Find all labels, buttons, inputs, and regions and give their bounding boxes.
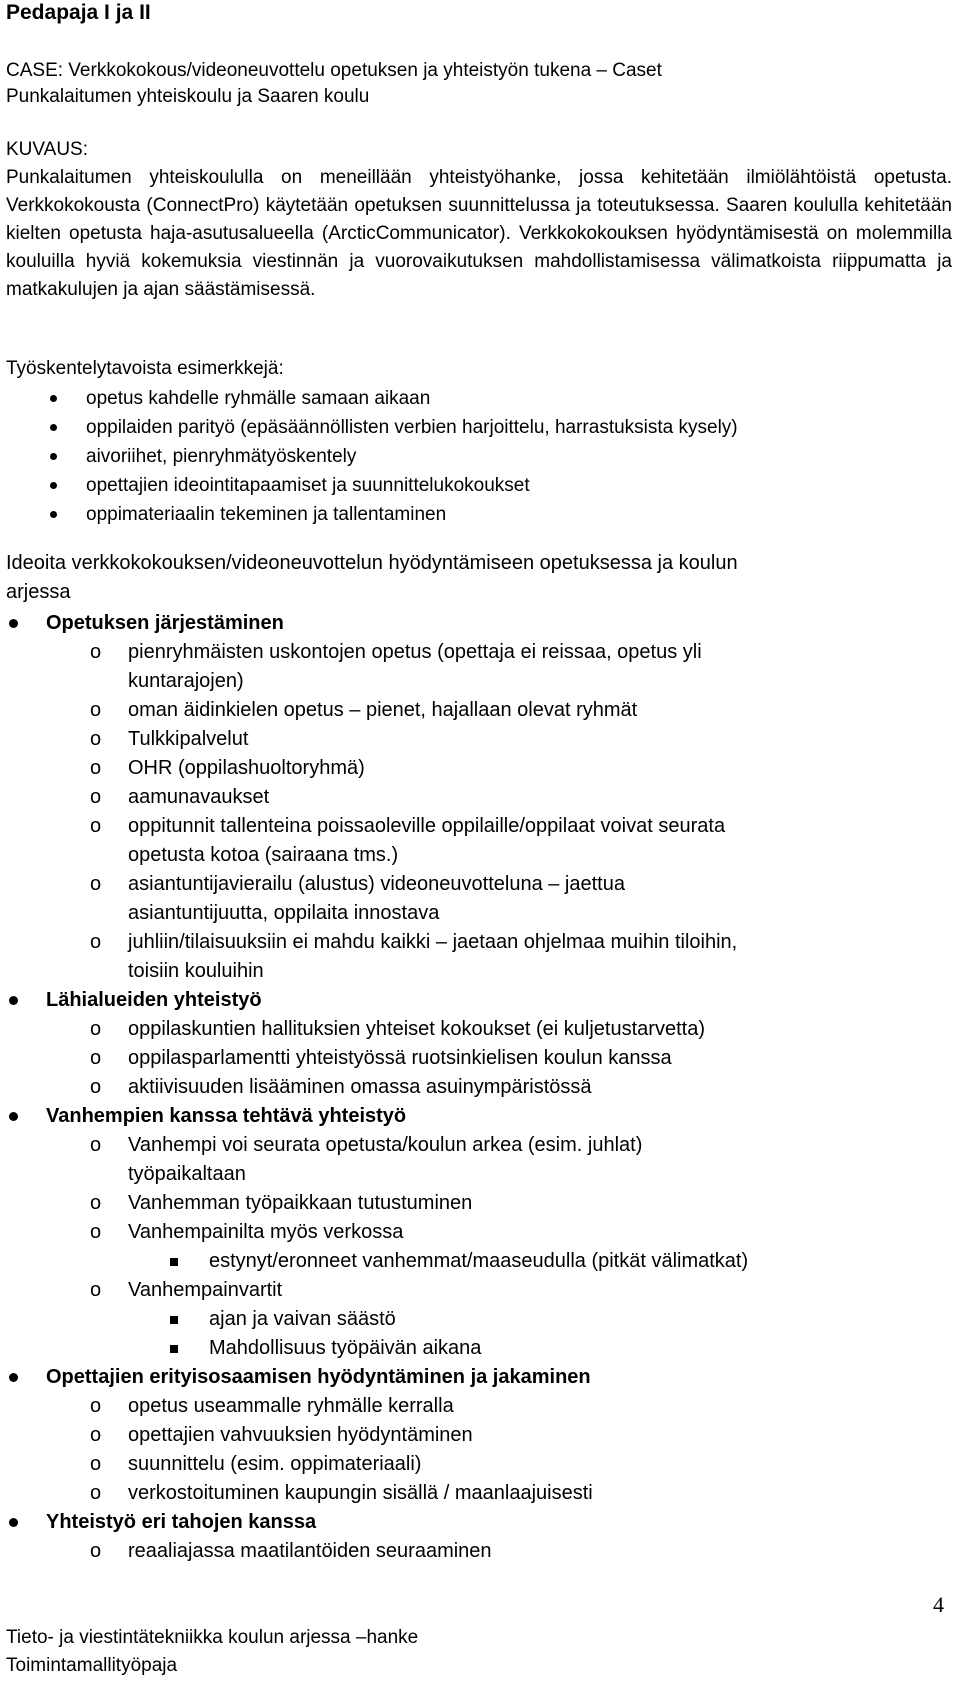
section-title: Lähialueiden yhteistyö <box>46 989 262 1011</box>
sub-list-item <box>6 1305 956 1334</box>
list-item-line: suunnittelu (esim. oppimateriaali) <box>128 1453 422 1475</box>
circle-bullet-icon: o <box>90 728 102 750</box>
sub-list-item <box>6 1247 956 1276</box>
list-item <box>6 1392 956 1421</box>
list-item-line: työpaikaltaan <box>128 1163 246 1185</box>
list-item <box>6 638 956 696</box>
list-item <box>6 384 946 413</box>
list-item-line: Vanhempainilta myös verkossa <box>128 1221 404 1243</box>
circle-bullet-icon: o <box>90 1018 102 1040</box>
work-methods-heading: Työskentelytavoista esimerkkejä: <box>6 358 284 379</box>
bullet-icon <box>50 453 57 460</box>
list-item-line: opetusta kotoa (sairaana tms.) <box>128 844 399 866</box>
work-methods-section <box>6 356 946 529</box>
circle-bullet-icon: o <box>90 1047 102 1069</box>
circle-bullet-icon: o <box>90 786 102 808</box>
bullet-icon <box>50 482 57 489</box>
list-item <box>6 1450 956 1479</box>
bullet-icon <box>50 511 57 518</box>
section-heading <box>6 986 956 1015</box>
list-item <box>6 1073 956 1102</box>
list-item <box>6 783 956 812</box>
bullet-icon <box>50 395 57 402</box>
list-item-text: oppilaiden parityö (epäsäännöllisten verbien harjoittelu, harrastuksista kysely) <box>86 417 738 438</box>
square-bullet-icon <box>170 1316 178 1324</box>
sub-list-item-text: estynyt/eronneet vanhemmat/maaseudulla (pitkät välimatkat) <box>209 1250 749 1272</box>
ideas-list <box>6 609 956 1566</box>
section-title: Yhteistyö eri tahojen kanssa <box>46 1511 317 1533</box>
circle-bullet-icon: o <box>90 1453 102 1475</box>
list-item-line: toisiin kouluihin <box>128 960 264 982</box>
section-heading <box>6 609 956 638</box>
case-line: CASE: Verkkokokous/videoneuvottelu opetuksen ja yhteistyön tukena – Caset <box>6 60 662 81</box>
bullet-icon <box>9 996 18 1005</box>
ideas-heading-line: arjessa <box>6 581 71 603</box>
circle-bullet-icon: o <box>90 1279 102 1301</box>
circle-bullet-icon: o <box>90 1221 102 1243</box>
list-item-line: kuntarajojen) <box>128 670 244 692</box>
list-item <box>6 442 946 471</box>
ideas-section <box>6 549 956 1566</box>
footer-line: Toimintamallityöpaja <box>6 1655 178 1676</box>
case-title <box>6 58 946 110</box>
circle-bullet-icon: o <box>90 1134 102 1156</box>
list-item-line: asiantuntijuutta, oppilaita innostava <box>128 902 440 924</box>
circle-bullet-icon: o <box>90 699 102 721</box>
list-item <box>6 1044 956 1073</box>
bullet-icon <box>50 424 57 431</box>
list-item <box>6 725 956 754</box>
circle-bullet-icon: o <box>90 1395 102 1417</box>
sub-list-item-text: Mahdollisuus työpäivän aikana <box>209 1337 482 1359</box>
list-item-line: oppilaskuntien hallituksien yhteiset kokoukset (ei kuljetustarvetta) <box>128 1018 705 1040</box>
list-item <box>6 1218 956 1247</box>
list-item-line: Vanhempainvartit <box>128 1279 283 1301</box>
sub-list-item-text: ajan ja vaivan säästö <box>209 1308 396 1330</box>
bullet-icon <box>9 619 18 628</box>
list-item <box>6 928 956 986</box>
case-line: Punkalaitumen yhteiskoulu ja Saaren koulu <box>6 86 370 107</box>
list-item-line: verkostoituminen kaupungin sisällä / maanlaajuisesti <box>128 1482 593 1504</box>
circle-bullet-icon: o <box>90 641 102 663</box>
bullet-icon <box>9 1112 18 1121</box>
circle-bullet-icon: o <box>90 757 102 779</box>
list-item-line: Vanhemman työpaikkaan tutustuminen <box>128 1192 473 1214</box>
list-item-text: aivoriihet, pienryhmätyöskentely <box>86 446 357 467</box>
list-item-line: aamunavaukset <box>128 786 270 808</box>
list-item <box>6 696 956 725</box>
description-text: Punkalaitumen yhteiskoululla on meneillään yhteistyöhanke, jossa kehitetään ilmiölähtöistä opetusta. Verkkokokousta (ConnectPro) käytetään opetuksen suunnittelussa ja toteutuksessa. Saaren koululla kehitetään kielten opetusta haja-asutusalueella (ArcticCommunicator). Verkkokokouksen hyödyntämisestä on molemmilla kouluilla hyviä kokemuksia viestinnän ja vuorovaikutuksen mahdollistamisessa välimatkoista riippumatta ja matkakulujen ja ajan säästämisessä. <box>6 167 952 300</box>
list-item-line: juhliin/tilaisuuksiin ei mahdu kaikki – jaetaan ohjelmaa muihin tiloihin, <box>128 931 738 953</box>
sub-list-item <box>6 1334 956 1363</box>
list-item-line: asiantuntijavierailu (alustus) videoneuvotteluna – jaettua <box>128 873 625 895</box>
section-heading <box>6 1508 956 1537</box>
list-item <box>6 1537 956 1566</box>
list-item <box>6 471 946 500</box>
circle-bullet-icon: o <box>90 931 102 953</box>
list-item-line: OHR (oppilashuoltoryhmä) <box>128 757 365 779</box>
circle-bullet-icon: o <box>90 1482 102 1504</box>
list-item-line: oppilasparlamentti yhteistyössä ruotsinkielisen koulun kanssa <box>128 1047 672 1069</box>
list-item <box>6 1479 956 1508</box>
section-title: Opetuksen järjestäminen <box>46 612 284 634</box>
list-item <box>6 1421 956 1450</box>
footer-line: Tieto- ja viestintätekniikka koulun arjessa –hanke <box>6 1627 419 1648</box>
list-item <box>6 413 946 442</box>
list-item-line: pienryhmäisten uskontojen opetus (opettaja ei reissaa, opetus yli <box>128 641 702 663</box>
square-bullet-icon <box>170 1345 178 1353</box>
list-item-line: reaaliajassa maatilantöiden seuraaminen <box>128 1540 492 1562</box>
bullet-icon <box>9 1373 18 1382</box>
list-item-line: aktiivisuuden lisääminen omassa asuinympäristössä <box>128 1076 592 1098</box>
section-title: Opettajien erityisosaamisen hyödyntäminen ja jakaminen <box>46 1366 591 1388</box>
circle-bullet-icon: o <box>90 815 102 837</box>
list-item-line: opettajien vahvuuksien hyödyntäminen <box>128 1424 473 1446</box>
list-item-line: oppitunnit tallenteina poissaoleville oppilaille/oppilaat voivat seurata <box>128 815 726 837</box>
list-item <box>6 812 956 870</box>
list-item-line: Vanhempi voi seurata opetusta/koulun arkea (esim. juhlat) <box>128 1134 643 1156</box>
list-item-line: opetus useammalle ryhmälle kerralla <box>128 1395 454 1417</box>
bullet-icon <box>9 1518 18 1527</box>
circle-bullet-icon: o <box>90 1192 102 1214</box>
circle-bullet-icon: o <box>90 1540 102 1562</box>
footer <box>6 1624 418 1680</box>
list-item <box>6 1276 956 1305</box>
list-item <box>6 870 956 928</box>
list-item <box>6 1189 956 1218</box>
list-item-line: oman äidinkielen opetus – pienet, hajallaan olevat ryhmät <box>128 699 638 721</box>
list-item-line: Tulkkipalvelut <box>128 728 249 750</box>
list-item <box>6 754 956 783</box>
list-item <box>6 1015 956 1044</box>
description-label: KUVAUS: <box>6 139 89 160</box>
work-methods-list <box>6 384 946 529</box>
description-section <box>6 136 952 304</box>
document-title: Pedapaja I ja II <box>6 1 151 24</box>
circle-bullet-icon: o <box>90 873 102 895</box>
ideas-heading-line: Ideoita verkkokokouksen/videoneuvottelun hyödyntämiseen opetuksessa ja koulun <box>6 552 738 574</box>
list-item-text: opettajien ideointitapaamiset ja suunnittelukokoukset <box>86 475 530 496</box>
section-heading <box>6 1363 956 1392</box>
section-title: Vanhempien kanssa tehtävä yhteistyö <box>46 1105 407 1127</box>
list-item-text: oppimateriaalin tekeminen ja tallentaminen <box>86 504 447 525</box>
page-number: 4 <box>933 1592 944 1617</box>
list-item <box>6 500 946 529</box>
circle-bullet-icon: o <box>90 1424 102 1446</box>
square-bullet-icon <box>170 1258 178 1266</box>
section-heading <box>6 1102 956 1131</box>
list-item <box>6 1131 956 1189</box>
circle-bullet-icon: o <box>90 1076 102 1098</box>
list-item-text: opetus kahdelle ryhmälle samaan aikaan <box>86 388 431 409</box>
ideas-heading <box>6 549 956 607</box>
